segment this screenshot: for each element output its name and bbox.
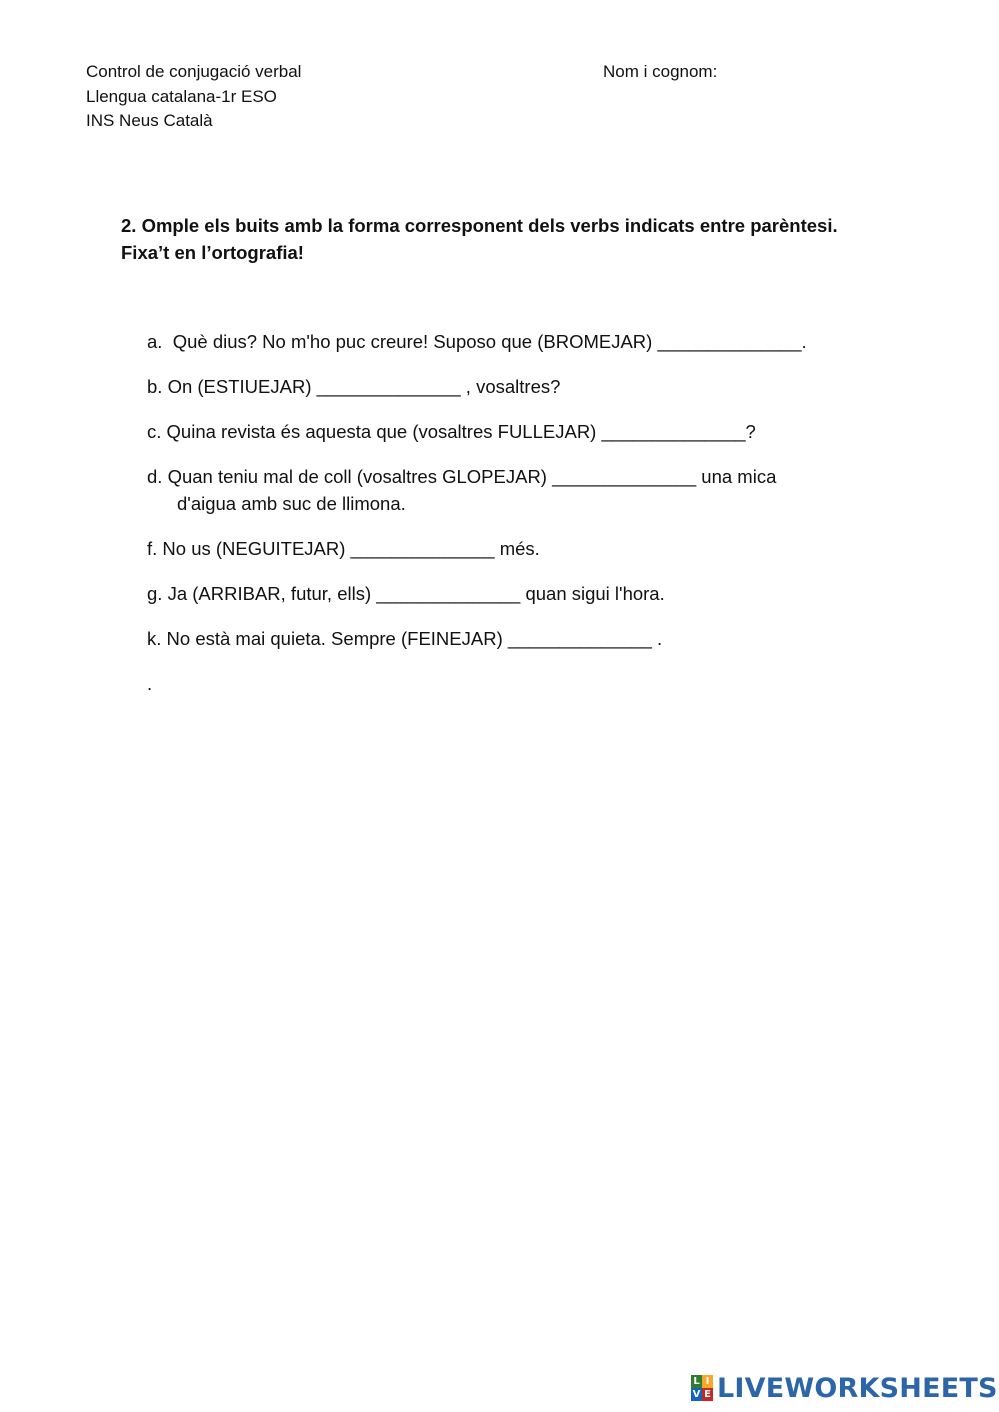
exercise-text[interactable]: k. No està mai quieta. Sempre (FEINEJAR) ______________ . (147, 628, 663, 649)
subject-label: Llengua catalana-1r ESO (86, 86, 277, 106)
exercise-text[interactable]: f. No us (NEGUITEJAR) ______________ més. (147, 538, 540, 559)
exercise-text-continuation: d'aigua amb suc de llimona. (177, 493, 406, 514)
exercise-text[interactable]: c. Quina revista és aquesta que (vosaltres FULLEJAR) ______________? (147, 421, 756, 442)
document-header (86, 60, 301, 134)
liveworksheets-mark-icon (691, 1375, 713, 1401)
exercise-item-a (147, 328, 887, 355)
school-label: INS Neus Català (86, 111, 213, 130)
logo-text: LIVEWORKSHEETS (717, 1372, 998, 1404)
exercise-item-f (147, 535, 887, 562)
exercise-text[interactable]: a. Què dius? No m'ho puc creure! Suposo que (BROMEJAR) ______________. (147, 331, 807, 352)
exercise-item-d (147, 463, 887, 517)
document-title: Control de conjugació verbal (86, 62, 302, 81)
exercise-item-b (147, 373, 887, 400)
logo-mark-letter: I (702, 1375, 713, 1388)
exercise-item-k (147, 625, 887, 652)
exercise-text[interactable]: d. Quan teniu mal de coll (vosaltres GLOPEJAR) ______________ una mica (147, 466, 777, 487)
logo-mark-letter: E (702, 1388, 713, 1401)
exercise-item-g (147, 580, 887, 607)
exercise-item-c (147, 418, 887, 445)
name-field-label: Nom i cognom: (603, 62, 718, 81)
exercise-text[interactable]: g. Ja (ARRIBAR, futur, ells) ______________ quan sigui l'hora. (147, 583, 665, 604)
logo-mark-letter: L (691, 1375, 702, 1388)
exercise-list (147, 328, 887, 697)
exercise-instruction: 2. Omple els buits amb la forma corresponent dels verbs indicats entre parèntesi. Fixa’t en l’ortografia! (121, 215, 838, 263)
exercise-text[interactable]: b. On (ESTIUEJAR) ______________ , vosaltres? (147, 376, 561, 397)
liveworksheets-logo[interactable] (691, 1372, 998, 1404)
trailing-dot: . (147, 673, 153, 694)
logo-mark-letter: V (692, 1389, 701, 1400)
